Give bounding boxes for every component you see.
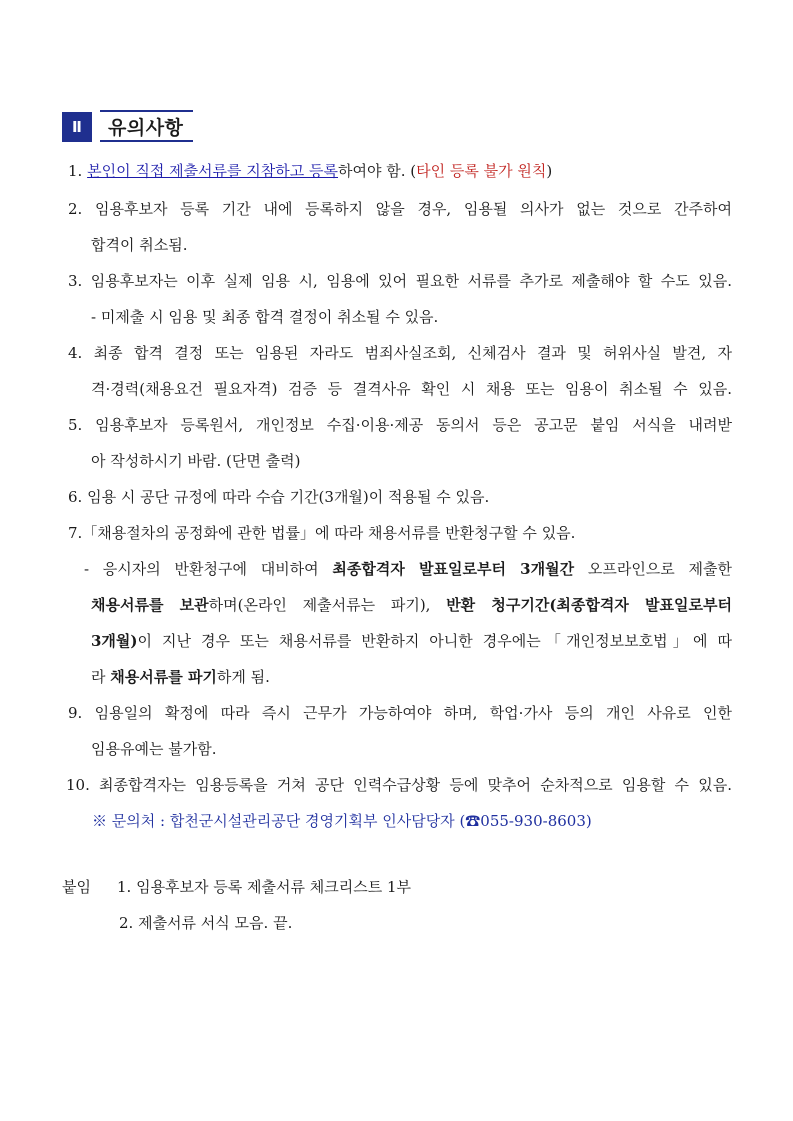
item-7-sub-3b: 이 지난 경우 또는 채용서류를 반환하지 아니한 경우에는「개인정보보호법」에 따 [137,632,732,650]
item-1-red-note: 타인 등록 불가 원칙 [416,162,547,180]
item-7-sub-3a: 3개월) [91,632,138,650]
section-header [62,110,193,142]
attachment-2: 2. 제출서류 서식 모음. 끝. [119,914,293,932]
item-7-sub-line-3 [91,631,732,651]
section-number-badge: Ⅱ [62,112,92,142]
item-7-sub-line-2 [91,595,732,615]
item-3-line-1: 3. 임용후보자는 이후 실제 임용 시, 임용에 있어 필요한 서류를 추가로 제출해야 할 수도 있음. [68,272,732,290]
item-1-emphasis: 본인이 직접 제출서류를 지참하고 등록 [87,162,339,180]
item-7-sub-1c: 오프라인으로 제출한 [574,560,733,578]
item-10: 10. 최종합격자는 임용등록을 거쳐 공단 인력수급상황 등에 맞추어 순차적으로 임용할 수 있음. [66,776,732,794]
item-9-line-1: 9. 임용일의 확정에 따라 즉시 근무가 가능하여야 하며, 학업·가사 등의 개인 사유로 인한 [68,704,732,722]
item-7-sub-line-4 [91,667,270,687]
attachment-1: 1. 임용후보자 등록 제출서류 체크리스트 1부 [117,878,412,896]
item-4-line-2: 격·경력(채용요건 필요자격) 검증 등 결격사유 확인 시 채용 또는 임용이 취소될 수 있음. [91,380,732,398]
item-2-line-1: 2. 임용후보자 등록 기간 내에 등록하지 않을 경우, 임용될 의사가 없는 것으로 간주하여 [68,200,732,218]
item-5-line-1: 5. 임용후보자 등록원서, 개인정보 수집·이용·제공 동의서 등은 공고문 붙임 서식을 내려받 [68,416,732,434]
item-4-line-1: 4. 최종 합격 결정 또는 임용된 자라도 범죄사실조회, 신체검사 결과 및 허위사실 발견, 자 [68,344,732,362]
item-7-sub-4a: 라 [91,668,111,686]
item-6: 6. 임용 시 공단 규정에 따라 수습 기간(3개월)이 적용될 수 있음. [68,488,490,506]
item-7-sub-1a: - 응시자의 반환청구에 대비하여 [84,560,333,578]
item-3-line-2: - 미제출 시 임용 및 최종 합격 결정이 취소될 수 있음. [91,308,439,326]
item-7-sub-line-1 [84,559,732,579]
item-7-sub-2b: 하며(온라인 제출서류는 파기), [208,596,447,614]
item-1-text: 하여야 함. ( [338,162,417,180]
item-1 [68,161,552,181]
item-7-sub-2c: 반환 청구기간(최종합격자 발표일로부터 [446,596,732,614]
item-7-sub-4b: 채용서류를 파기 [110,668,217,686]
item-2-line-2: 합격이 취소됨. [91,236,188,254]
item-7-sub-1b: 최종합격자 발표일로부터 3개월간 [332,560,575,578]
item-1-number: 1. [68,162,83,180]
attachments-label: 붙임 [62,878,91,896]
item-7: 7.「채용절차의 공정화에 관한 법률」에 따라 채용서류를 반환청구할 수 있음. [68,524,576,542]
item-7-sub-2a: 채용서류를 보관 [91,596,209,614]
item-1-close-paren: ) [546,162,553,180]
item-7-sub-4c: 하게 됨. [216,668,270,686]
section-title: 유의사항 [100,110,193,142]
item-9-line-2: 임용유예는 불가함. [91,740,217,758]
contact-info: ※ 문의처 : 합천군시설관리공단 경영기획부 인사담당자 (☎055-930-8603) [92,812,592,830]
item-5-line-2: 아 작성하시기 바람. (단면 출력) [91,452,301,470]
